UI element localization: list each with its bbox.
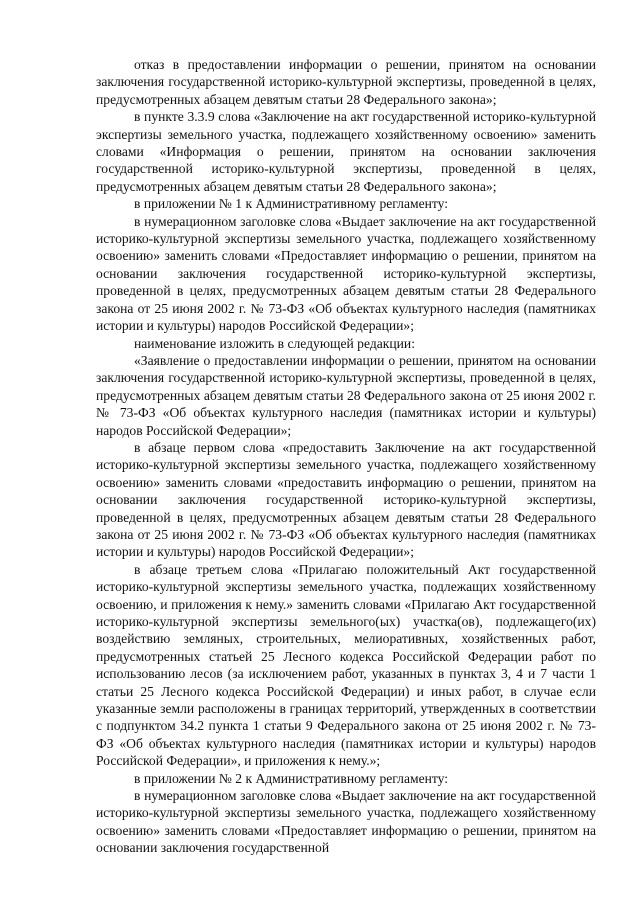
paragraph: отказ в предоставлении информации о решении, принятом на основании заключения государственной историко-культурной экспертизы, проведенной в целях, предусмотренных абзацем девятым статьи 28 Федерального закона»; (96, 57, 596, 107)
paragraph: в абзаце третьем слова «Прилагаю положительный Акт государственной историко-культурной экспертизы земельного участка, подлежащих хозяйственному освоению, и приложения к нему.» заменить словами «Прилагаю Акт государственной историко-культурной экспертизы земельного(ых) участка(ов), подлежащего(их) воздействию земляных, строительных, мелиоративных, хозяйственных работ, предусмотренных статьей 25 Лесного кодекса Российской Федерации работ по использованию лесов (за исключением работ, указанных в пунктах 3, 4 и 7 части 1 статьи 25 Лесного кодекса Российской Федерации) и иных работ, в случае если указанные земли расположены в границах территорий, утвержденных в соответствии с подпунктом 34.2 пункта 1 статьи 9 Федерального закона от 25 июня 2002 г. № 73-ФЗ «Об объектах культурного наследия (памятниках истории и культуры) народов Российской Федерации», и приложения к нему.»; (96, 561, 596, 769)
paragraph: в приложении № 1 к Административному регламенту: (134, 196, 449, 212)
paragraph: «Заявление о предоставлении информации о решении, принятом на основании заключения государственной историко-культурной экспертизы, проведенной в целях, предусмотренных абзацем девятым статьи 28 Федерального закона от 25 июня 2002 г. № 73-ФЗ «Об объектах культурного наследия (памятниках истории и культуры) народов Российской Федерации»; (96, 352, 596, 438)
paragraph: в абзаце первом слова «предоставить Заключение на акт государственной историко-культурной экспертизы земельного участка, подлежащего хозяйственному освоению» заменить словами «предоставить информацию о решении, принятом на основании заключения государственной историко-культурной экспертизы, проведенной в целях, предусмотренных абзацем девятым статьи 28 Федерального закона от 25 июня 2002 г. № 73-ФЗ «Об объектах культурного наследия (памятниках истории и культуры) народов Российской Федерации»; (96, 439, 596, 560)
paragraph: в приложении № 2 к Административному регламенту: (134, 770, 449, 786)
paragraph: в нумерационном заголовке слова «Выдает заключение на акт государственной историко-культурной экспертизы земельного участка, подлежащего хозяйственному освоению» заменить словами «Предоставляет информацию о решении, принятом на основании заключения государственной (96, 788, 596, 856)
paragraph: наименование изложить в следующей редакции: (134, 335, 415, 351)
paragraph: в пункте 3.3.9 слова «Заключение на акт государственной историко-культурной экспертизы земельного участка, подлежащего хозяйственному освоению» заменить словами «Информация о решении, принятом на основании заключения государственной историко-культурной экспертизы, проведенной в целях, предусмотренных абзацем девятым статьи 28 Федерального закона»; (96, 109, 596, 194)
document-body (96, 56, 596, 857)
paragraph: в нумерационном заголовке слова «Выдает заключение на акт государственной историко-культурной экспертизы земельного участка, подлежащего хозяйственному освоению» заменить словами «Предоставляет информацию о решении, принятом на основании заключения государственной историко-культурной экспертизы, проведенной в целях, предусмотренных абзацем девятым статьи 28 Федерального закона от 25 июня 2002 г. № 73-ФЗ «Об объектах культурного наследия (памятниках истории и культуры) народов Российской Федерации»; (96, 213, 596, 334)
